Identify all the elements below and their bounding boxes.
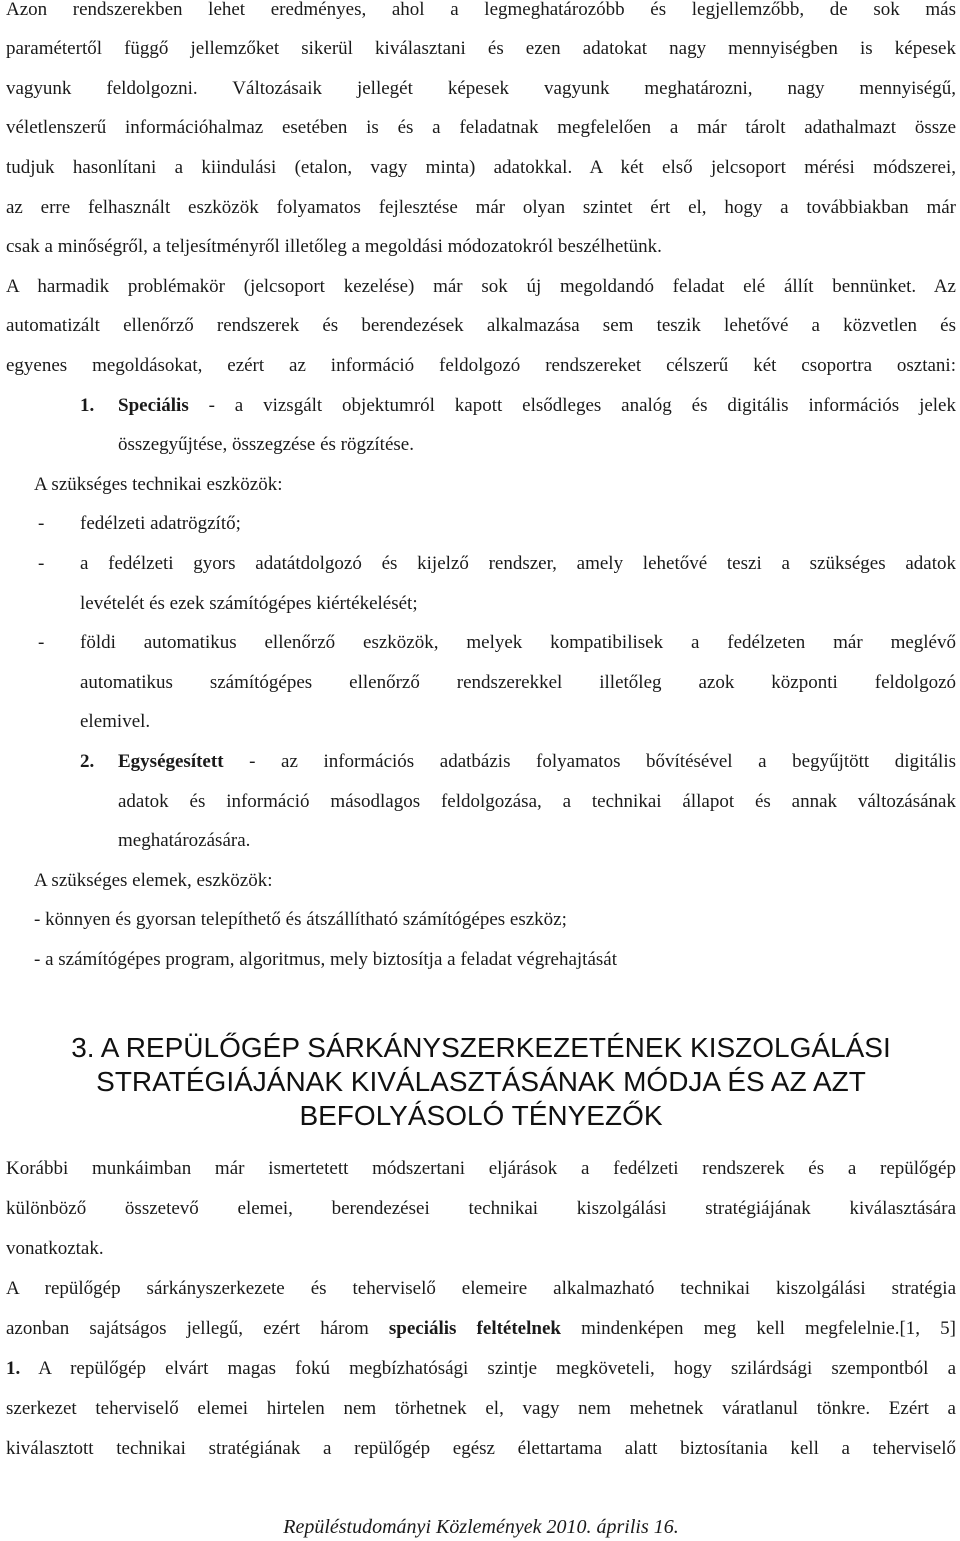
tools-intro: A szükséges technikai eszközök: bbox=[34, 474, 283, 495]
section-heading-line-2: STRATÉGIÁJÁNAK KIVÁLASZTÁSÁNAK MÓDJA ÉS AZ AZT bbox=[96, 1066, 866, 1097]
para2-line-1: A harmadik problémakör (jelcsoport kezelése) már sok új megoldandó feladat elé állít bennünket. Az bbox=[6, 276, 956, 297]
list-item-2 bbox=[6, 752, 956, 792]
para1-line-2: paramétertől függő jellemzőket sikerül kiválasztani és ezen adatokat nagy mennyiségben is képesek bbox=[6, 38, 956, 59]
para2-line-3: egyenes megoldásokat, ezért az információ feldolgozó rendszereket célszerű két csoportra osztani: bbox=[6, 355, 956, 376]
tool-item-3 bbox=[6, 633, 956, 673]
para5-line-1 bbox=[6, 1359, 956, 1399]
tool-item-2 bbox=[6, 554, 956, 594]
tool-3-line-2: automatikus számítógépes ellenőrző rendszerekkel illetőleg azok központi feldolgozó bbox=[80, 672, 956, 693]
item2-term: Egységesített bbox=[118, 751, 224, 772]
para4-line-2 bbox=[6, 1319, 956, 1359]
para1-line-3: vagyunk feldolgozni. Változásaik jellegét képesek vagyunk meghatározni, nagy mennyiségű, bbox=[6, 78, 956, 99]
tool-2-line-2: levételét és ezek számítógépes kiértékelését; bbox=[80, 593, 418, 614]
para5-number: 1. bbox=[6, 1358, 21, 1379]
item1-term: Speciális bbox=[118, 395, 189, 416]
section-heading-line-1: 3. A REPÜLŐGÉP SÁRKÁNYSZERKEZETÉNEK KISZOLGÁLÁSI bbox=[71, 1032, 891, 1063]
para3-line-1: Korábbi munkáimban már ismertetett módszertani eljárások a fedélzeti rendszerek és a repülőgép bbox=[6, 1158, 956, 1179]
elements-intro: A szükséges elemek, eszközök: bbox=[34, 870, 273, 891]
para1-line-4: véletlenszerű információhalmaz esetében is és a feladatnak megfelelően a már tárolt adathalmazt össze bbox=[6, 117, 956, 138]
item1-text: - a vizsgált objektumról kapott elsődleges analóg és digitális információs jelek bbox=[188, 395, 956, 416]
para3-line-3: vonatkoztak. bbox=[6, 1238, 104, 1259]
tool-3-line-3: elemivel. bbox=[80, 711, 151, 732]
section-heading-line-3: BEFOLYÁSOLÓ TÉNYEZŐK bbox=[299, 1100, 663, 1131]
item2-text: - az információs adatbázis folyamatos bővítésével a begyűjtött digitális bbox=[223, 751, 956, 772]
list-item-1 bbox=[6, 396, 956, 436]
tool-item-1 bbox=[6, 514, 956, 554]
item1-line-1 bbox=[118, 396, 956, 416]
para1-line-6: az erre felhasznált eszközök folyamatos fejlesztése már olyan szintet ért el, hogy a továbbiakban már bbox=[6, 197, 956, 218]
dash-bullet: - bbox=[38, 632, 45, 653]
para4-line-1: A repülőgép sárkányszerkezete és teherviselő elemeire alkalmazható technikai kiszolgálási stratégia bbox=[6, 1278, 956, 1299]
element-item-2: - a számítógépes program, algoritmus, mely biztosítja a feladat végrehajtását bbox=[34, 949, 617, 970]
item2-line-1 bbox=[118, 752, 956, 772]
para1-line-7: csak a minőségről, a teljesítményről illetőleg a megoldási módozatokról beszélhetünk. bbox=[6, 236, 662, 257]
tool-2-line-1: a fedélzeti gyors adatátdolgozó és kijelző rendszer, amely lehetővé teszi a szükséges adatok bbox=[80, 553, 956, 574]
para1-line-5: tudjuk hasonlítani a kiindulási (etalon, vagy minta) adatokkal. A két első jelcsoport mérési módszerei, bbox=[6, 157, 956, 178]
dash-bullet: - bbox=[38, 513, 45, 534]
item1-line-2: összegyűjtése, összegzése és rögzítése. bbox=[118, 434, 414, 455]
page-footer: Repüléstudományi Közlemények 2010. április 16. bbox=[283, 1516, 679, 1538]
para4-text-c: mindenképen meg kell megfelelnie.[1, 5] bbox=[560, 1318, 956, 1339]
tool-1-text: fedélzeti adatrögzítő; bbox=[80, 513, 241, 534]
element-item-1: - könnyen és gyorsan telepíthető és átszállítható számítógépes eszköz; bbox=[34, 909, 567, 930]
para4-text-a: azonban sajátságos jellegű, ezért három bbox=[6, 1318, 389, 1339]
item1-number: 1. bbox=[80, 395, 95, 416]
para1-line-1: Azon rendszerekben lehet eredményes, ahol a legmeghatározóbb és legjellemzőbb, de sok más bbox=[6, 0, 956, 20]
dash-bullet: - bbox=[38, 553, 45, 574]
para2-line-2: automatizált ellenőrző rendszerek és berendezések alkalmazása sem teszik lehetővé a közvetlen és bbox=[6, 315, 956, 336]
para3-line-2: különböző összetevő elemei, berendezései technikai kiszolgálási stratégiájának kiválasztására bbox=[6, 1198, 956, 1219]
para5-line-3: kiválasztott technikai stratégiának a repülőgép egész élettartama alatt biztosítania kell a teherviselő bbox=[6, 1438, 956, 1459]
item2-line-2: adatok és információ másodlagos feldolgozása, a technikai állapot és annak változásának bbox=[118, 791, 956, 812]
para5-line-2: szerkezet teherviselő elemei hirtelen nem törhetnek el, vagy nem mehetnek váratlanul tönkre. Ezért a bbox=[6, 1398, 956, 1419]
item2-number: 2. bbox=[80, 751, 95, 772]
tool-3-line-1: földi automatikus ellenőrző eszközök, melyek kompatibilisek a fedélzeten már meglévő bbox=[80, 632, 956, 653]
item2-line-3: meghatározására. bbox=[118, 830, 251, 851]
para5-text: A repülőgép elvárt magas fokú megbízhatósági szintje megköveteli, hogy szilárdsági szempontból a bbox=[20, 1358, 956, 1379]
special-conditions-term: speciális feltételnek bbox=[388, 1318, 561, 1339]
